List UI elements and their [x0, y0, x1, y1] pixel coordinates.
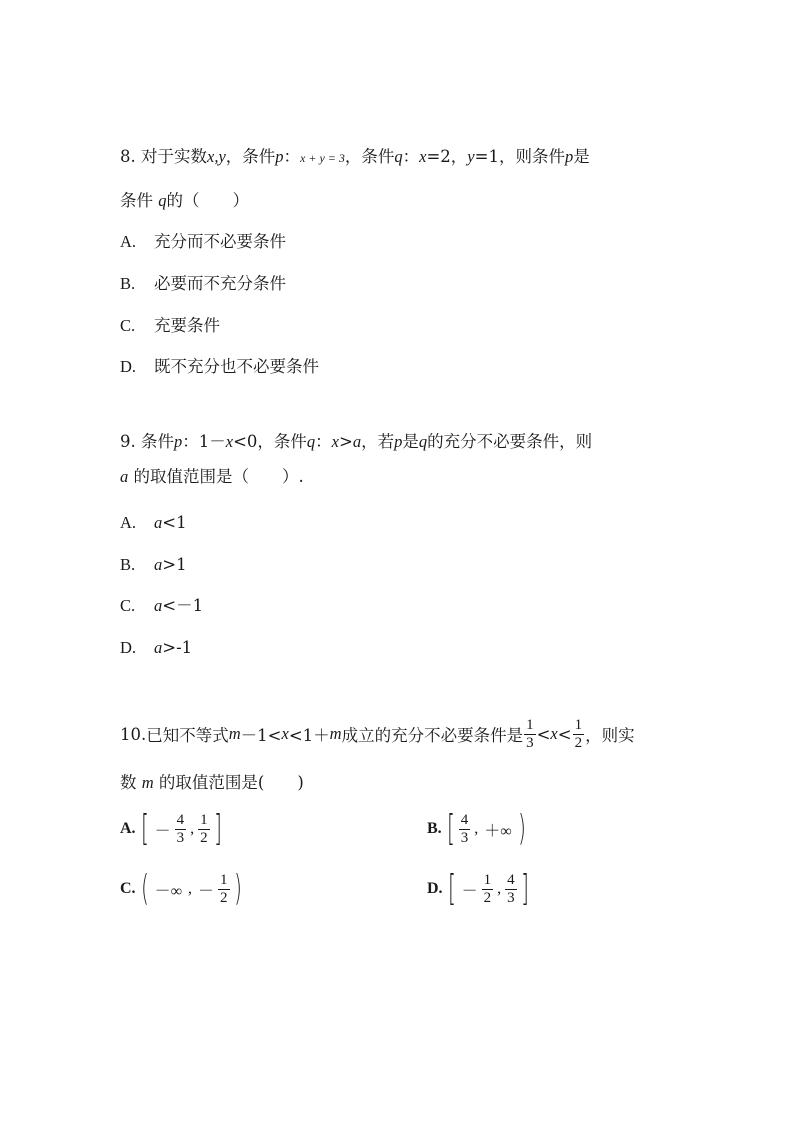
q9-var-p: p [174, 432, 183, 451]
q8-var-p: p [275, 147, 284, 166]
right-bracket-icon: ] [520, 868, 529, 909]
fraction [198, 813, 210, 846]
q9-option-a[interactable] [120, 512, 187, 534]
q10-text: <1＋ [288, 726, 330, 745]
option-letter: D. [120, 357, 137, 376]
option-letter: C. [120, 596, 136, 615]
q10-text: ，则实 [585, 726, 635, 745]
fraction-numerator: 1 [483, 871, 492, 888]
option-letter: A. [120, 513, 137, 532]
comma: , [188, 880, 193, 897]
q8-option-d[interactable] [120, 356, 319, 378]
option-var: a [154, 638, 163, 657]
minus-sign: － [154, 822, 171, 840]
q9-number: 9. [120, 432, 136, 451]
q8-option-c[interactable] [120, 315, 220, 337]
option-letter: B. [427, 820, 442, 837]
q8-var-x: x [419, 147, 427, 166]
option-letter: D. [120, 638, 137, 657]
fraction-denominator: 2 [220, 889, 228, 906]
q9-text: ，若 [361, 432, 395, 451]
q9-stem-line2 [120, 466, 304, 488]
option-var: a [154, 596, 163, 615]
option-text: >-1 [162, 638, 193, 657]
q8-number: 8. [120, 147, 136, 166]
fraction [175, 813, 187, 846]
q8-var-q: q [158, 191, 167, 210]
infinity-value: －∞ [154, 882, 183, 900]
q10-var-x: x [281, 724, 289, 743]
option-letter: A. [120, 232, 137, 251]
left-bracket-icon: [ [140, 808, 149, 849]
q9-var-a: a [120, 467, 129, 486]
q9-text: ：1－ [182, 432, 226, 451]
q10-text: －1< [240, 726, 282, 745]
fraction [218, 873, 230, 906]
q10-stem-line2 [120, 772, 304, 794]
fraction [524, 718, 536, 751]
fraction-denominator: 2 [200, 829, 208, 846]
q10-stem-line1 [120, 712, 635, 756]
fraction [505, 873, 517, 906]
q9-text: 是 [402, 432, 419, 451]
q8-text: 是 [573, 147, 590, 166]
fraction-numerator: 1 [574, 716, 583, 733]
q8-var-y: y [467, 147, 475, 166]
option-text: >1 [162, 555, 187, 574]
left-bracket-icon: [ [446, 808, 455, 849]
q10-var-m: m [141, 773, 154, 792]
fraction [482, 873, 494, 906]
comma: , [190, 820, 195, 837]
q10-text: 数 [120, 773, 137, 792]
fraction-numerator: 1 [200, 811, 208, 828]
q10-option-d[interactable] [427, 866, 532, 912]
q9-text: <0，条件 [233, 432, 307, 451]
q8-text: ，条件 [225, 147, 276, 166]
option-letter: D. [427, 880, 443, 897]
q9-text: > [338, 432, 353, 451]
q9-var-a: a [352, 432, 362, 451]
q10-text: 的取值范围是( ) [158, 773, 304, 792]
option-letter: B. [120, 274, 136, 293]
option-letter: A. [120, 820, 136, 837]
q9-var-q: q [418, 432, 428, 451]
fraction-numerator: 4 [507, 871, 515, 888]
option-var: a [154, 555, 163, 574]
q9-text: 条件 [141, 432, 174, 451]
q9-var-x: x [331, 432, 339, 451]
infinity-value: ＋∞ [484, 822, 512, 840]
q8-text: ，条件 [344, 147, 395, 166]
q9-text: ： [315, 432, 332, 451]
option-text: <－1 [162, 596, 204, 615]
fraction-denominator: 3 [526, 734, 534, 751]
q9-text: 的取值范围是（ ）. [133, 467, 304, 486]
q8-var-q: q [394, 147, 403, 166]
fraction-denominator: 3 [507, 889, 515, 906]
fraction-denominator: 2 [574, 734, 583, 751]
q9-var-x: x [225, 432, 234, 451]
left-paren-icon: ( [140, 868, 149, 909]
q8-var-p: p [564, 147, 574, 166]
q8-text: ： [402, 147, 420, 166]
q9-var-p: p [394, 432, 403, 451]
option-letter: C. [120, 880, 136, 897]
comma: , [497, 880, 502, 897]
q10-text: 已知不等式 [146, 726, 229, 745]
option-letter: C. [120, 316, 136, 335]
q8-stem-line1 [120, 146, 590, 169]
q10-option-b[interactable] [427, 806, 529, 852]
minus-sign: － [198, 882, 215, 900]
q10-text: < [557, 724, 572, 744]
right-bracket-icon: ] [213, 808, 222, 849]
q9-stem-line1 [120, 431, 592, 453]
option-text: 充要条件 [154, 316, 220, 335]
q9-option-d[interactable] [120, 637, 192, 659]
q8-stem-line2 [120, 190, 249, 212]
fraction-denominator: 3 [460, 829, 469, 846]
q10-var-m: m [228, 724, 241, 743]
fraction [573, 718, 585, 751]
q8-text: 的（ ） [166, 191, 249, 210]
option-letter: B. [120, 555, 136, 574]
right-paren-icon: ) [517, 808, 526, 849]
q8-text: 对于实数 [141, 147, 207, 166]
q10-text: 成立的充分不必要条件是 [341, 726, 524, 745]
q10-var-m: m [329, 724, 342, 743]
comma: , [474, 820, 479, 837]
fraction-numerator: 4 [176, 811, 185, 828]
q10-option-a[interactable] [120, 806, 225, 852]
q9-option-b[interactable] [120, 554, 187, 576]
q8-vars: x,y [207, 147, 226, 166]
q10-option-c[interactable] [120, 866, 245, 912]
q8-text: 条件 [120, 191, 153, 210]
q10-number: 10. [120, 724, 147, 744]
q10-var-x: x [550, 724, 558, 743]
left-bracket-icon: [ [447, 868, 456, 909]
option-var: a [154, 513, 163, 532]
fraction [459, 813, 471, 846]
option-text: 既不充分也不必要条件 [154, 357, 319, 376]
option-text: 必要而不充分条件 [154, 274, 286, 293]
fraction-numerator: 1 [220, 871, 228, 888]
q9-var-q: q [306, 432, 316, 451]
right-paren-icon: ) [233, 868, 242, 909]
option-text: <1 [162, 513, 187, 532]
option-text: 充分而不必要条件 [154, 232, 286, 251]
q8-text: =1，则条件 [474, 147, 565, 166]
q8-text: =2， [426, 147, 468, 166]
q8-option-b[interactable] [120, 273, 286, 295]
fraction-numerator: 1 [526, 716, 534, 733]
q10-text: < [536, 724, 551, 744]
fraction-numerator: 4 [460, 811, 469, 828]
fraction-denominator: 3 [176, 829, 185, 846]
q9-option-c[interactable] [120, 595, 203, 617]
q8-text: ： [283, 147, 301, 166]
minus-sign: － [461, 882, 478, 900]
q8-condition-p: x + y = 3 [300, 151, 345, 165]
q9-text: 的充分不必要条件，则 [427, 432, 593, 451]
q8-option-a[interactable] [120, 231, 286, 253]
fraction-denominator: 2 [483, 889, 492, 906]
